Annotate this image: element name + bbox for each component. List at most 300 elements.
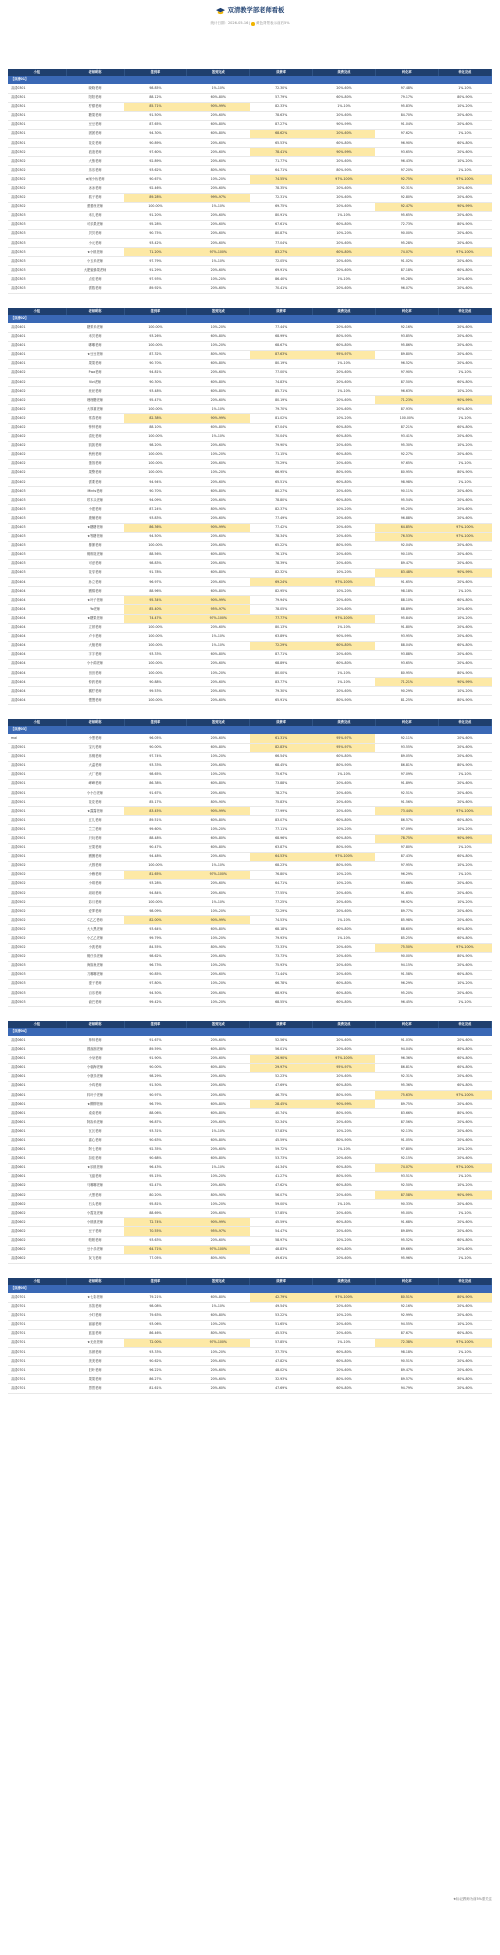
table-row[interactable] [8,414,492,423]
table-row[interactable] [8,1036,492,1045]
column-header[interactable]: 转化率 [375,308,438,315]
table-cell: 97%-100% [313,614,376,623]
table-cell: 20%-60% [187,696,250,705]
table-cell: 双清0301 [8,120,66,129]
table-cell: 双清0501 [8,816,66,825]
table-row[interactable] [8,734,492,743]
table-row[interactable] [8,659,492,668]
table-cell: 双清0701 [8,1357,66,1366]
table-cell: 85.25% [375,934,438,943]
table-row[interactable] [8,1054,492,1063]
table-cell: 77.42% [250,523,313,532]
column-header[interactable]: 老师昵称 [66,308,124,315]
table-row[interactable] [8,93,492,102]
column-header[interactable]: 续费完成 [313,308,376,315]
table-row[interactable] [8,550,492,559]
table-row[interactable] [8,925,492,934]
table-cell: 60%-80% [313,641,376,650]
table-row[interactable] [8,779,492,788]
table-cell: 1%-10% [438,166,491,175]
table-row[interactable] [8,450,492,459]
table-row[interactable] [8,120,492,129]
table-cell: 20%-60% [187,678,250,687]
column-header[interactable]: 签到率 [124,69,187,76]
column-header[interactable]: 签到完成 [187,308,250,315]
group-label: 【双清02】 [8,315,492,323]
table-row[interactable] [8,432,492,441]
table-cell: 77.25% [250,898,313,907]
table-row[interactable] [8,1384,492,1393]
table-row[interactable] [8,970,492,979]
table-cell: 91.89% [375,779,438,788]
table-row[interactable] [8,487,492,496]
table-cell: 小小绵老师 [66,659,124,668]
table-row[interactable] [8,257,492,266]
table-cell: 78.80% [250,496,313,505]
table-row[interactable] [8,1145,492,1154]
table-cell: 20%-60% [438,907,491,916]
table-cell: 20%-60% [438,1200,491,1209]
table-cell: 果警老师 [66,469,124,478]
column-header[interactable]: 小组 [8,1021,66,1028]
table-cell: 料叶子老师 [66,1091,124,1100]
table-cell: 20%-60% [313,1036,376,1045]
table-cell: 82.00% [124,916,187,925]
table-row[interactable] [8,202,492,211]
table-row[interactable] [8,761,492,770]
table-row[interactable] [8,1100,492,1109]
table-cell: 1%-10% [187,202,250,211]
table-row[interactable] [8,378,492,387]
table-row[interactable] [8,623,492,632]
table-cell: 91.50% [124,111,187,120]
table-row[interactable] [8,605,492,614]
table-row[interactable] [8,807,492,816]
table-cell: 94.48% [124,852,187,861]
table-cell: 78.27% [250,789,313,798]
table-cell: 100.00% [124,861,187,870]
table-cell: 82.83% [250,743,313,752]
table-row[interactable] [8,1245,492,1254]
table-row[interactable] [8,1348,492,1357]
table-row[interactable] [8,1045,492,1054]
table-row[interactable] [8,1118,492,1127]
column-header[interactable]: 转化完成 [438,1278,491,1285]
table-row[interactable] [8,934,492,943]
table-cell: 60%-80% [187,779,250,788]
column-header[interactable]: 转化率 [375,719,438,726]
column-header[interactable]: 签到率 [124,1278,187,1285]
table-cell: Vivi老师 [66,378,124,387]
table-row[interactable] [8,1191,492,1200]
table-row[interactable] [8,359,492,368]
table-cell: 百乐老师 [66,989,124,998]
table-row[interactable] [8,687,492,696]
table-row[interactable] [8,1227,492,1236]
table-cell: 100.00% [124,696,187,705]
table-cell: 双清0701 [8,1338,66,1347]
table-cell: 93.62% [124,166,187,175]
table-row[interactable] [8,916,492,925]
table-cell: 93.64% [124,925,187,934]
table-row[interactable] [8,541,492,550]
table-cell: 小霞花老师 [66,1209,124,1218]
table-row[interactable] [8,1209,492,1218]
table-cell: 20%-60% [187,266,250,275]
table-cell: 小桃桃老师 [66,1218,124,1227]
table-row[interactable] [8,1302,492,1311]
table-cell: 糖浆米老师 [66,323,124,332]
table-row[interactable] [8,861,492,870]
table-row[interactable] [8,1366,492,1375]
table-row[interactable] [8,596,492,605]
table-row[interactable] [8,870,492,879]
table-row[interactable] [8,211,492,220]
table-row[interactable] [8,998,492,1007]
table-row[interactable] [8,789,492,798]
table-cell: 95.96% [375,1254,438,1263]
table-row[interactable] [8,980,492,989]
table-row[interactable] [8,578,492,587]
table-row[interactable] [8,275,492,284]
table-row[interactable] [8,148,492,157]
table-row[interactable] [8,843,492,852]
table-row[interactable] [8,1236,492,1245]
table-cell: 96.79% [124,1100,187,1109]
table-cell: 20%-60% [438,323,491,332]
table-cell: 1%-10% [187,1302,250,1311]
table-cell: 1%-10% [438,459,491,468]
table-cell: 93.41% [375,432,438,441]
column-header[interactable]: 转化率 [375,69,438,76]
table-cell: 1%-10% [313,275,376,284]
table-cell: 80%-90% [187,1191,250,1200]
table-cell: 95%-97% [313,350,376,359]
table-cell: 20%-60% [438,989,491,998]
table-cell: 10%-20% [187,275,250,284]
column-header[interactable]: 签到率 [124,1021,187,1028]
table-cell: 乐颜老师 [66,1348,124,1357]
table-cell: 20%-60% [187,157,250,166]
table-row[interactable] [8,129,492,138]
table-cell: 77.55% [250,889,313,898]
table-row[interactable] [8,1127,492,1136]
table-cell: 94.30% [124,129,187,138]
table-cell: 80%-90% [313,541,376,550]
column-header[interactable]: 签到完成 [187,719,250,726]
column-header[interactable]: 续费完成 [313,1278,376,1285]
table-cell: 20%-60% [187,478,250,487]
column-header[interactable]: 转化率 [375,1278,438,1285]
table-row[interactable] [8,441,492,450]
column-header[interactable]: 续费率 [250,69,313,76]
table-cell: 10%-20% [438,157,491,166]
table-row[interactable] [8,1154,492,1163]
table-cell: 98.18% [375,1348,438,1357]
table-cell: 20%-60% [313,487,376,496]
table-row[interactable] [8,614,492,623]
table-cell: 76.80% [250,870,313,879]
table-row[interactable] [8,1063,492,1072]
table-cell: 20%-60% [187,211,250,220]
table-cell: 100.00% [124,469,187,478]
table-row[interactable] [8,332,492,341]
table-row[interactable] [8,798,492,807]
table-cell: 双清0303 [8,230,66,239]
table-row[interactable] [8,102,492,111]
table-row[interactable] [8,1293,492,1302]
group-header-row [8,1285,492,1293]
table-cell: 双清0601 [8,1136,66,1145]
table-row[interactable] [8,1375,492,1384]
table-cell: 团团老师 [66,129,124,138]
table-row[interactable] [8,84,492,93]
table-cell: 88.89% [375,605,438,614]
table-cell: 95.52% [375,1236,438,1245]
column-header[interactable]: 转化完成 [438,308,491,315]
table-cell: 95.65% [375,211,438,220]
table-row[interactable] [8,396,492,405]
column-header[interactable]: 转化完成 [438,69,491,76]
table-cell: 10%-20% [438,1182,491,1191]
table-row[interactable] [8,220,492,229]
table-cell: 冰冰老师 [66,184,124,193]
table-row[interactable] [8,341,492,350]
table-row[interactable] [8,1163,492,1172]
table-cell: 糖果老师 [66,111,124,120]
column-header[interactable]: 小组 [8,308,66,315]
table-row[interactable] [8,889,492,898]
table-row[interactable] [8,423,492,432]
table-cell: 97.09% [375,770,438,779]
table-row[interactable] [8,505,492,514]
table-row[interactable] [8,1311,492,1320]
table-cell: 82.37% [250,505,313,514]
table-cell: 20%-60% [438,789,491,798]
column-header[interactable]: 续费率 [250,1021,313,1028]
table-cell: 32.93% [250,1375,313,1384]
table-cell: 60%-80% [313,816,376,825]
table-cell: 72.00% [124,1338,187,1347]
table-cell: 10%-20% [438,1320,491,1329]
table-row[interactable] [8,405,492,414]
table-cell: 60%-80% [187,487,250,496]
column-header[interactable]: 续费完成 [313,719,376,726]
table-row[interactable] [8,239,492,248]
column-header[interactable]: 签到完成 [187,1278,250,1285]
table-row[interactable] [8,587,492,596]
table-row[interactable] [8,157,492,166]
table-row[interactable] [8,1338,492,1347]
column-header[interactable]: 续费率 [250,1278,313,1285]
table-row[interactable] [8,907,492,916]
table-row[interactable] [8,1357,492,1366]
table-row[interactable] [8,559,492,568]
column-header[interactable]: 转化完成 [438,1021,491,1028]
table-cell: 双清0402 [8,387,66,396]
table-header-row [8,1021,492,1028]
table-row[interactable] [8,770,492,779]
column-header[interactable]: 续费率 [250,308,313,315]
table-cell: 86.81% [375,761,438,770]
table-cell: 75.29% [250,459,313,468]
table-row[interactable] [8,1329,492,1338]
table-row[interactable] [8,350,492,359]
column-header[interactable]: 小组 [8,69,66,76]
table-row[interactable] [8,961,492,970]
table-cell: 60%-80% [313,496,376,505]
table-cell: 20%-60% [313,378,376,387]
table-cell: 87.56% [375,1118,438,1127]
table-row[interactable] [8,387,492,396]
table-cell: 93.95% [375,632,438,641]
column-header[interactable]: 签到完成 [187,1021,250,1028]
table-row[interactable] [8,1218,492,1227]
table-row[interactable] [8,678,492,687]
table-row[interactable] [8,323,492,332]
table-row[interactable] [8,852,492,861]
column-header[interactable]: 续费率 [250,719,313,726]
table-row[interactable] [8,989,492,998]
table-row[interactable] [8,496,492,505]
table-cell: 双清0404 [8,632,66,641]
column-header[interactable]: 老师昵称 [66,69,124,76]
table-row[interactable] [8,834,492,843]
table-cell: 89.92% [124,284,187,293]
table-row[interactable] [8,368,492,377]
table-cell: 77.11% [250,825,313,834]
table-cell: 双清0501 [8,843,66,852]
table-cell: 92.50% [375,1182,438,1191]
table-cell: 20%-60% [438,1311,491,1320]
table-cell: 100.00% [124,202,187,211]
table-cell: ★叶子老师 [66,596,124,605]
column-header[interactable]: 续费完成 [313,1021,376,1028]
table-row[interactable] [8,632,492,641]
table-cell: 双清0404 [8,687,66,696]
column-header[interactable]: 转化率 [375,1021,438,1028]
table-row[interactable] [8,943,492,952]
table-cell: 双清0601 [8,1109,66,1118]
table-cell: 73.88% [250,779,313,788]
table-cell: 1%-10% [187,641,250,650]
table-row[interactable] [8,669,492,678]
table-cell: 20%-60% [187,1366,250,1375]
table-cell: 20%-60% [313,596,376,605]
table-row[interactable] [8,1072,492,1081]
column-header[interactable]: 小组 [8,1278,66,1285]
table-row[interactable] [8,1136,492,1145]
table-row[interactable] [8,1200,492,1209]
column-header[interactable]: 签到率 [124,308,187,315]
table-cell: 双清0404 [8,614,66,623]
table-cell: 86.40% [250,275,313,284]
table-cell: 90.51% [375,1357,438,1366]
table-cell: 双清0403 [8,487,66,496]
table-cell: 卢卡老师 [66,632,124,641]
column-header[interactable]: 续费完成 [313,69,376,76]
table-cell: 60%-80% [187,1063,250,1072]
table-row[interactable] [8,459,492,468]
table-cell: 93.66% [375,880,438,889]
table-row[interactable] [8,880,492,889]
column-header[interactable]: 签到完成 [187,69,250,76]
table-cell: 双清0404 [8,623,66,632]
table-cell: 82.33% [250,102,313,111]
table-cell: 63.87% [250,843,313,852]
table-row[interactable] [8,1091,492,1100]
table-row[interactable] [8,569,492,578]
table-row[interactable] [8,514,492,523]
table-row[interactable] [8,1172,492,1181]
column-header[interactable]: 老师昵称 [66,1278,124,1285]
table-row[interactable] [8,898,492,907]
table-cell: 68.93% [250,989,313,998]
table-row[interactable] [8,1081,492,1090]
table-cell: 1%-10% [313,669,376,678]
table-row[interactable] [8,1182,492,1191]
table-cell: 89.89% [375,1227,438,1236]
table-row[interactable] [8,816,492,825]
table-cell: 59.00% [250,1200,313,1209]
column-header[interactable]: 老师昵称 [66,719,124,726]
table-cell: 双清0403 [8,505,66,514]
table-row[interactable] [8,696,492,705]
table-row[interactable] [8,523,492,532]
table-cell: 78.63% [250,111,313,120]
column-header[interactable]: 签到率 [124,719,187,726]
table-cell: 93.55% [375,743,438,752]
table-row[interactable] [8,743,492,752]
column-header[interactable]: 转化完成 [438,719,491,726]
table-row[interactable] [8,266,492,275]
table-cell: 90.70% [124,359,187,368]
column-header[interactable]: 小组 [8,719,66,726]
table-row[interactable] [8,248,492,257]
table-cell: 80%-90% [313,761,376,770]
table-row[interactable] [8,284,492,293]
table-row[interactable] [8,641,492,650]
table-row[interactable] [8,184,492,193]
table-row[interactable] [8,825,492,834]
table-row[interactable] [8,230,492,239]
table-cell: 10%-20% [187,907,250,916]
table-row[interactable] [8,752,492,761]
table-cell: 80%-90% [187,1254,250,1263]
table-row[interactable] [8,1254,492,1263]
table-cell: 97%-100% [313,1054,376,1063]
table-row[interactable] [8,193,492,202]
table-row[interactable] [8,952,492,961]
column-header[interactable]: 老师昵称 [66,1021,124,1028]
table-cell: ★露露老师 [66,807,124,816]
table-row[interactable] [8,1109,492,1118]
table-row[interactable] [8,650,492,659]
table-cell: 双清0401 [8,341,66,350]
table-row[interactable] [8,478,492,487]
table-cell: 20%-60% [313,523,376,532]
table-row[interactable] [8,175,492,184]
table-row[interactable] [8,166,492,175]
table-row[interactable] [8,1320,492,1329]
table-row[interactable] [8,469,492,478]
table-cell: 69.75% [250,202,313,211]
table-cell: 71.21% [375,678,438,687]
table-row[interactable] [8,139,492,148]
table-row[interactable] [8,532,492,541]
table-cell: 60%-80% [187,387,250,396]
table-row[interactable] [8,111,492,120]
